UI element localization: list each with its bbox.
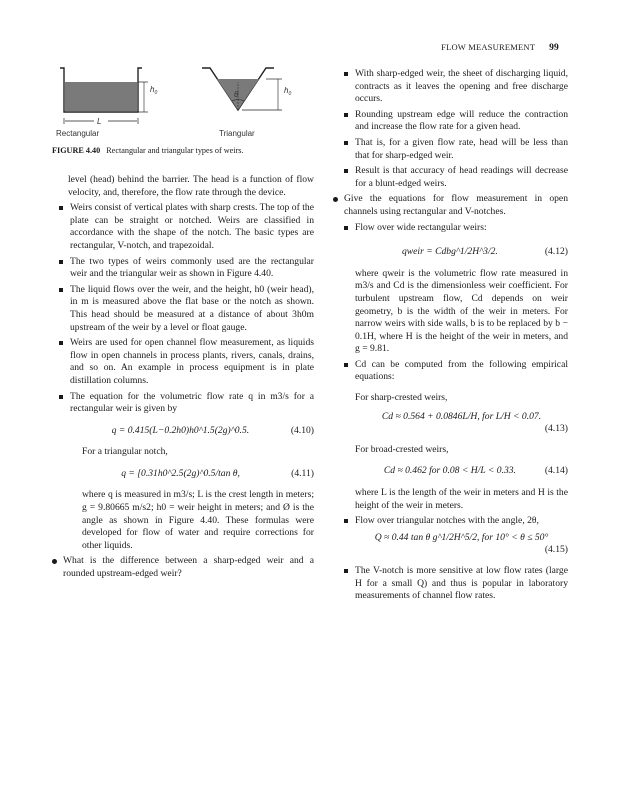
left-bullet-5: The equation for the volumetric flow rate q in m3/s for a rectangular weir is given by (56, 391, 314, 416)
left-para-2: For a triangular notch, (82, 446, 168, 458)
right-bullet-7: Flow over triangular notches with the angle, 2θ, (341, 515, 568, 528)
right-bullet-4: Result is that accuracy of head readings will decrease for a blunt-edged weirs. (341, 165, 568, 190)
right-bullet-5: Flow over wide rectangular weirs: (341, 222, 568, 235)
right-column (331, 68, 568, 606)
equation-4-11-number: (4.11) (291, 467, 314, 479)
equation-4-14-number: (4.14) (544, 465, 568, 477)
equation-4-13-number: (4.13) (544, 423, 568, 435)
equation-4-15-number: (4.15) (544, 544, 568, 556)
equation-4-12-body: qweir = Cdbg^1/2H^3/2. (401, 246, 498, 258)
right-question-2: Give the equations for flow measurement in open channels using rectangular and V-notches. (331, 193, 568, 218)
left-question-1: What is the difference between a sharp-edged weir and a rounded upstream-edged weir? (50, 555, 314, 580)
left-bullet-2: The two types of weirs commonly used are the rectangular weir and the triangular weir as shown in Figure 4.40. (56, 256, 314, 281)
left-bullet-3: The liquid flows over the weir, and the height, h0 (weir head), in m is measured above the flat base or the notch as shown. This head should be measured at a distance of about 3h0m upstream of the weir by a level or float gauge. (56, 284, 314, 334)
right-para-2: For sharp-crested weirs, (355, 392, 448, 404)
theta-label: θ (234, 90, 239, 99)
header-title: FLOW MEASUREMENT (441, 42, 536, 52)
equation-4-12 (355, 246, 568, 259)
equation-4-14 (355, 465, 568, 478)
equation-4-13-body: Cd ≈ 0.564 + 0.0846L/H, for L/H < 0.07. (381, 410, 542, 422)
right-bullet-1: With sharp-edged weir, the sheet of discharging liquid, contracts as it leaves the opening and free discharge occurs. (341, 68, 568, 106)
figure-weirs (52, 60, 314, 140)
equation-4-10-number: (4.10) (290, 424, 314, 436)
equation-4-10 (70, 425, 314, 438)
triangular-weir-diagram (202, 68, 291, 138)
equation-4-14-body: Cd ≈ 0.462 for 0.08 < H/L < 0.33. (383, 465, 516, 477)
figure-number: FIGURE 4.40 (52, 146, 101, 155)
equation-4-13 (355, 411, 568, 436)
equation-4-15-body: Q ≈ 0.44 tan θ g^1/2H^5/2, for 10° < θ ≤ 50° (374, 531, 549, 543)
rectangular-weir-diagram (56, 68, 157, 138)
figure-caption (52, 146, 244, 155)
rect-L-label: L (97, 117, 102, 126)
triangular-label: Triangular (219, 129, 255, 138)
rectangular-label: Rectangular (56, 129, 100, 138)
equation-4-11-body: q = [0.31h0^2.5(2g)^0.5/tan θ, (121, 467, 240, 479)
right-bullet-6: Cd can be computed from the following empirical equations: (341, 359, 568, 384)
right-para-4: where L is the length of the weir in meters and H is the height of the weir in meters. (355, 487, 568, 511)
left-column (56, 174, 314, 584)
right-bullet-3: That is, for a given flow rate, head will be less than that for sharp-edged weir. (341, 137, 568, 162)
equation-4-15 (355, 532, 568, 557)
right-bullet-2: Rounding upstream edge will reduce the contraction and increase the flow rate for a given head. (341, 109, 568, 134)
left-para-3: where q is measured in m3/s; L is the crest length in meters; g = 9.80665 m/s2; h0 = weir height in meters; and Ø is the angle as shown in Figure 4.40. These formulas were developed for flow of water and require corrections for other liquids. (82, 489, 314, 551)
equation-4-11 (70, 468, 314, 481)
figure-caption-text: Rectangular and triangular types of weirs. (106, 146, 244, 155)
left-para-1: level (head) behind the barrier. The head is a function of flow velocity, and, therefore, the flow rate through the device. (68, 174, 314, 198)
equation-4-12-number: (4.12) (544, 246, 568, 258)
rect-h0-label: $h_0$ (150, 85, 158, 96)
tri-h0-label: $h_0$ (284, 86, 292, 97)
right-para-1: where qweir is the volumetric flow rate measured in m3/s and Cd is the dimensionless weir coefficient. For turbulent upstream flow, Cd depends on weir geometry, b is the width of the weir in meters. For narrow weirs with side walls, b is to be replaced by b − 0.1H, where H is the height of the weir in meters, and g = 9.81. (355, 267, 568, 355)
equation-4-10-body: q = 0.415(L−0.2h0)h0^1.5(2g)^0.5. (111, 424, 250, 436)
right-bullet-8: The V-notch is more sensitive at low flow rates (large H for a small Q) and thus is popular in laboratory measurements of channel flow rates. (341, 565, 568, 603)
page-number: 99 (549, 43, 559, 53)
right-para-3: For broad-crested weirs, (355, 443, 449, 455)
left-bullet-1: Weirs consist of vertical plates with sharp crests. The top of the plate can be straight or notched. Weirs are classified in accordance with the shape of the notch. The basic types are rectangular, V-notch, and trapezoidal. (56, 202, 314, 252)
left-bullet-4: Weirs are used for open channel flow measurement, as liquids flow in open channels in process plants, rivers, canals, drains, and so on. An example in process equipment is in plate distillation columns. (56, 337, 314, 387)
running-header (441, 42, 559, 53)
